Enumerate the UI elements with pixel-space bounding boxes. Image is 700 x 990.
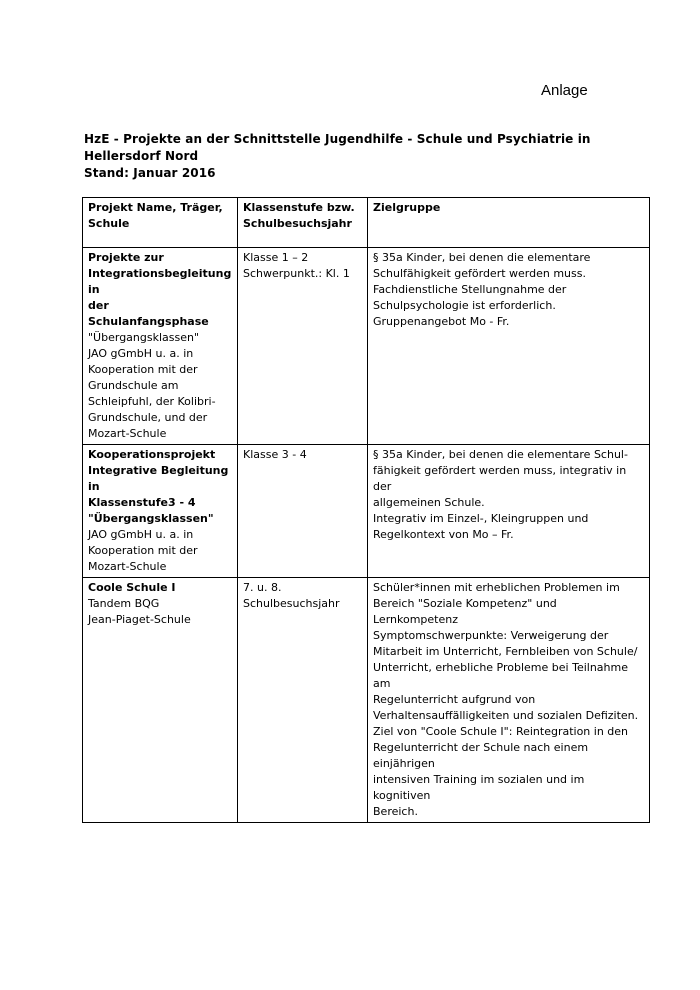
- header-target-group: Zielgruppe: [368, 198, 650, 248]
- target-group-cell: § 35a Kinder, bei denen die elementare Schul- fähigkeit gefördert werden muss, integrativ in der allgemeinen Schule. Integrativ im Einzel-, Kleingruppen und Regelkontext von Mo – Fr.: [368, 445, 650, 578]
- table-row: [83, 248, 650, 445]
- annex-label: Anlage: [541, 82, 588, 99]
- project-title: Coole Schule I: [88, 581, 176, 594]
- grade-cell: Klasse 3 - 4: [238, 445, 368, 578]
- table-header-row: [83, 198, 650, 248]
- project-cell: [83, 248, 238, 445]
- grade-cell: Klasse 1 – 2 Schwerpunkt.: Kl. 1: [238, 248, 368, 445]
- heading-line-3: Stand: Januar 2016: [84, 166, 216, 180]
- table-row: [83, 578, 650, 823]
- target-group-cell: § 35a Kinder, bei denen die elementare Schulfähigkeit gefördert werden muss. Fachdienstliche Stellungnahme der Schulpsychologie ist erforderlich. Gruppenangebot Mo - Fr.: [368, 248, 650, 445]
- document-heading: [84, 131, 644, 182]
- header-project: Projekt Name, Träger, Schule: [83, 198, 238, 248]
- header-grade: Klassenstufe bzw. Schulbesuchsjahr: [238, 198, 368, 248]
- heading-line-2: Hellersdorf Nord: [84, 149, 199, 163]
- table-row: [83, 445, 650, 578]
- project-title: Kooperationsprojekt Integrative Begleitung in Klassenstufe3 - 4 "Übergangsklassen": [88, 448, 229, 525]
- project-details: Tandem BQG Jean-Piaget-Schule: [88, 597, 191, 626]
- target-group-cell: Schüler*innen mit erheblichen Problemen im Bereich "Soziale Kompetenz" und Lernkompetenz Symptomschwerpunkte: Verweigerung der Mitarbeit im Unterricht, Fernbleiben von Schule/ Unterricht, erhebliche Probleme bei Teilnahme am Regelunterricht aufgrund von Verhaltensauffälligkeiten und sozialen Defiziten. Ziel von "Coole Schule I": Reintegration in den Regelunterricht der Schule nach einem einjährigen intensiven Training im sozialen und im kognitiven Bereich.: [368, 578, 650, 823]
- project-details: JAO gGmbH u. a. in Kooperation mit der Mozart-Schule: [88, 528, 198, 573]
- project-details: "Übergangsklassen" JAO gGmbH u. a. in Kooperation mit der Grundschule am Schleipfuhl, der Kolibri- Grundschule, und der Mozart-Schule: [88, 331, 216, 440]
- grade-cell: 7. u. 8. Schulbesuchsjahr: [238, 578, 368, 823]
- project-title: Projekte zur Integrationsbegleitung in der Schulanfangsphase: [88, 251, 232, 328]
- project-cell: [83, 445, 238, 578]
- projects-table: [82, 197, 650, 823]
- project-cell: [83, 578, 238, 823]
- heading-line-1: HzE - Projekte an der Schnittstelle Jugendhilfe - Schule und Psychiatrie in: [84, 132, 591, 146]
